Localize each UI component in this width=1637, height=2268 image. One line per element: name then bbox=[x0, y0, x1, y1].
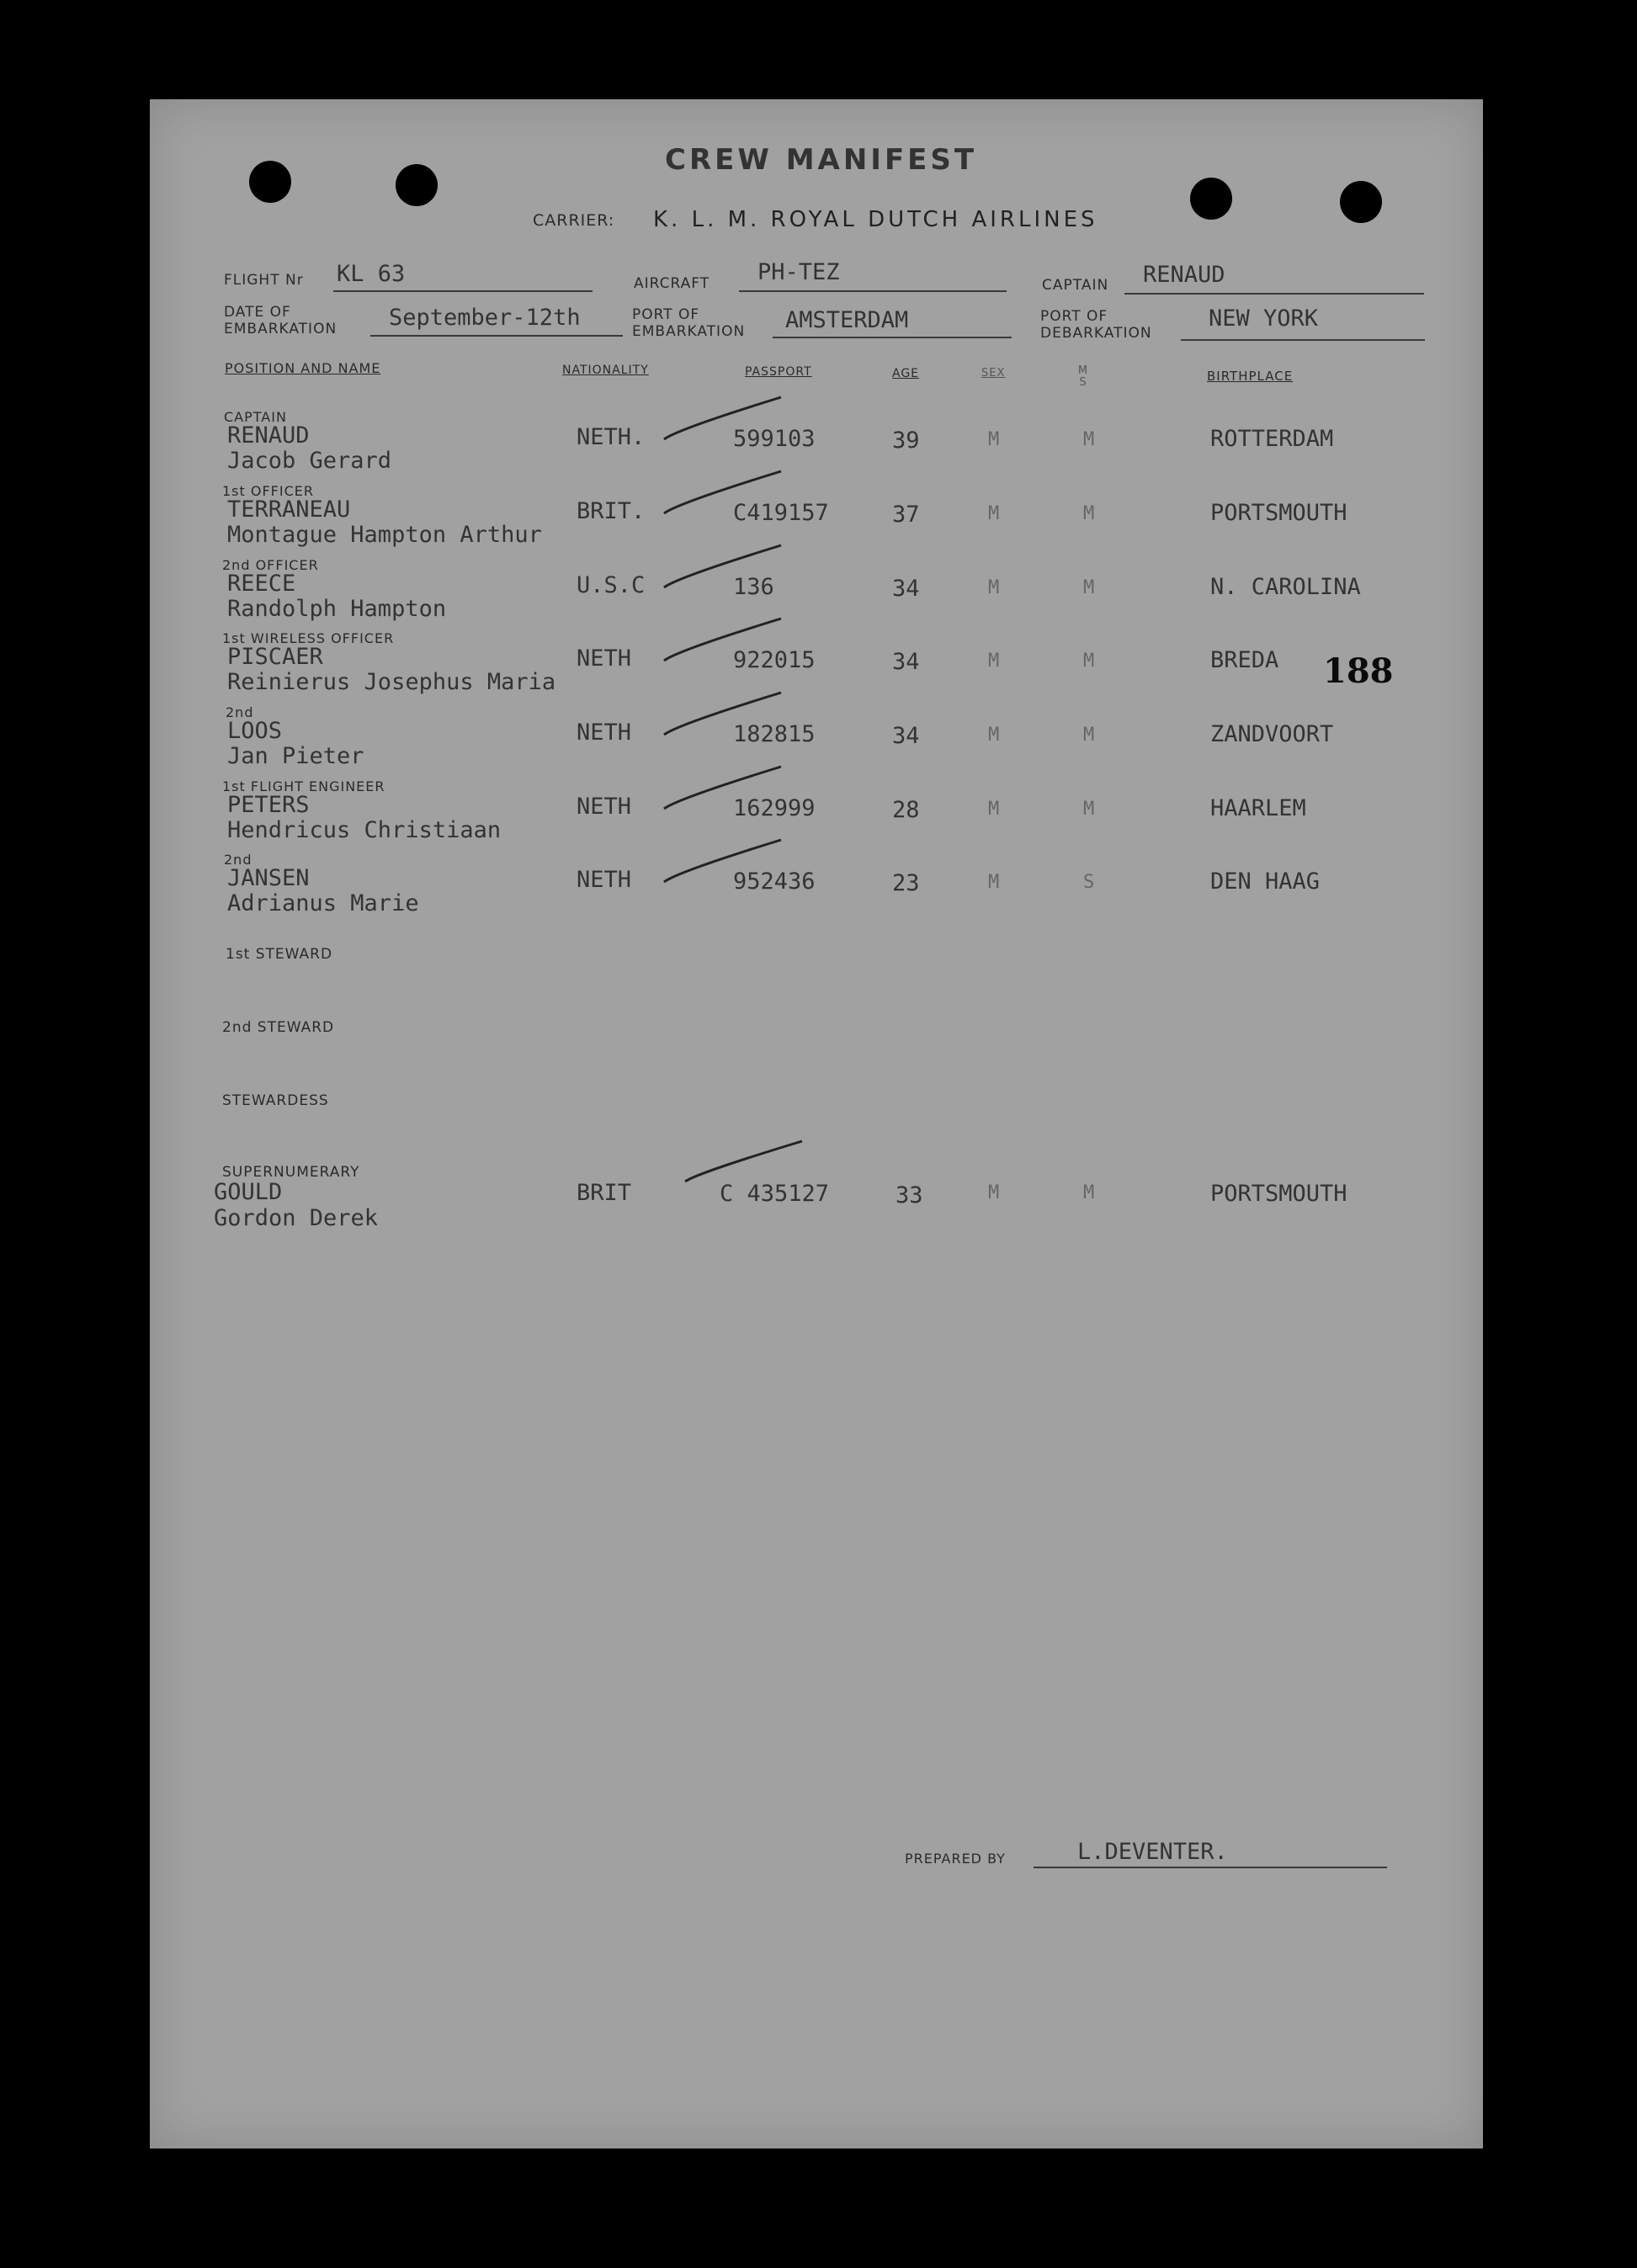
col-header-sex: SEX bbox=[981, 367, 1006, 380]
col-header-nationality: NATIONALITY bbox=[562, 364, 649, 377]
port-embarkation-label-2: EMBARKATION bbox=[632, 323, 746, 340]
crew-sex: M bbox=[988, 577, 1000, 598]
punch-hole bbox=[1190, 178, 1232, 220]
crew-surname: RENAUD bbox=[227, 422, 310, 449]
crew-sex: M bbox=[988, 651, 1000, 672]
position-label-2nd-steward: 2nd STEWARD bbox=[222, 1019, 335, 1036]
super-surname: GOULD bbox=[214, 1179, 283, 1205]
super-passport: C 435127 bbox=[720, 1181, 830, 1207]
crew-nationality: NETH bbox=[577, 720, 632, 746]
check-mark-icon bbox=[680, 1136, 806, 1187]
date-label-1: DATE OF bbox=[224, 304, 291, 321]
port-debarkation-label-2: DEBARKATION bbox=[1040, 325, 1152, 342]
crew-nationality: U.S.C bbox=[577, 572, 646, 598]
crew-given-name: Reinierus Josephus Maria bbox=[227, 669, 556, 695]
crew-marital-status: M bbox=[1083, 799, 1095, 820]
flight-label: FLIGHT Nr bbox=[224, 272, 304, 289]
crew-age: 37 bbox=[892, 502, 920, 528]
captain-rule bbox=[1124, 293, 1424, 295]
col-header-position: POSITION AND NAME bbox=[225, 360, 381, 376]
super-given: Gordon Derek bbox=[214, 1205, 379, 1231]
crew-marital-status: M bbox=[1083, 429, 1095, 450]
document-title: CREW MANIFEST bbox=[665, 143, 978, 177]
crew-birthplace: DEN HAAG bbox=[1210, 868, 1321, 895]
check-mark-icon bbox=[659, 466, 785, 517]
crew-birthplace: N. CAROLINA bbox=[1210, 574, 1361, 600]
super-ms: M bbox=[1083, 1182, 1095, 1203]
col-header-passport: PASSPORT bbox=[745, 365, 812, 379]
position-label: 1st OFFICER bbox=[222, 483, 314, 499]
crew-given-name: Jan Pieter bbox=[227, 743, 364, 769]
crew-surname: REECE bbox=[227, 571, 296, 597]
captain-value: RENAUD bbox=[1143, 262, 1225, 288]
crew-nationality: BRIT. bbox=[577, 498, 646, 524]
port-embarkation-value: AMSTERDAM bbox=[785, 307, 909, 333]
check-mark-icon bbox=[659, 688, 785, 738]
port-debarkation-label-1: PORT OF bbox=[1040, 308, 1108, 325]
position-label: CAPTAIN bbox=[224, 409, 287, 425]
crew-sex: M bbox=[988, 429, 1000, 450]
crew-surname: LOOS bbox=[227, 718, 283, 744]
date-label-2: EMBARKATION bbox=[224, 321, 337, 337]
check-mark-icon bbox=[659, 835, 785, 885]
crew-surname: JANSEN bbox=[227, 865, 310, 891]
check-mark-icon bbox=[659, 613, 785, 664]
crew-age: 34 bbox=[892, 723, 920, 749]
flight-rule bbox=[333, 290, 593, 292]
crew-given-name: Hendricus Christiaan bbox=[227, 817, 502, 843]
captain-label: CAPTAIN bbox=[1042, 277, 1109, 294]
crew-nationality: NETH. bbox=[577, 424, 646, 450]
crew-marital-status: M bbox=[1083, 725, 1095, 746]
crew-age: 23 bbox=[892, 870, 920, 896]
aircraft-rule bbox=[739, 290, 1007, 292]
punch-hole bbox=[249, 161, 291, 203]
super-nationality: BRIT bbox=[577, 1180, 632, 1206]
crew-given-name: Adrianus Marie bbox=[227, 890, 419, 916]
carrier-value: K. L. M. ROYAL DUTCH AIRLINES bbox=[653, 207, 1098, 232]
aircraft-value: PH-TEZ bbox=[757, 259, 840, 285]
crew-age: 28 bbox=[892, 797, 920, 823]
position-label-1st-steward: 1st STEWARD bbox=[226, 946, 333, 963]
date-rule bbox=[370, 335, 623, 337]
crew-birthplace: HAARLEM bbox=[1210, 795, 1306, 821]
page-number-stamp: 188 bbox=[1323, 651, 1394, 691]
crew-passport: 599103 bbox=[733, 426, 816, 452]
crew-marital-status: S bbox=[1083, 872, 1095, 893]
super-age: 33 bbox=[896, 1182, 923, 1208]
crew-nationality: NETH bbox=[577, 794, 632, 820]
check-mark-icon bbox=[659, 392, 785, 443]
port-embarkation-rule bbox=[773, 337, 1012, 338]
manifest-sheet bbox=[150, 99, 1483, 2148]
crew-surname: PISCAER bbox=[227, 644, 323, 670]
position-label: 2nd bbox=[224, 852, 252, 868]
prepared-by-value: L.DEVENTER. bbox=[1077, 1839, 1228, 1865]
check-mark-icon bbox=[659, 762, 785, 812]
crew-passport: 922015 bbox=[733, 647, 816, 673]
crew-birthplace: PORTSMOUTH bbox=[1210, 500, 1347, 526]
crew-marital-status: M bbox=[1083, 577, 1095, 598]
port-debarkation-value: NEW YORK bbox=[1209, 305, 1319, 332]
crew-age: 39 bbox=[892, 428, 920, 454]
crew-given-name: Jacob Gerard bbox=[227, 448, 392, 474]
crew-marital-status: M bbox=[1083, 651, 1095, 672]
crew-birthplace: ZANDVOORT bbox=[1210, 721, 1334, 747]
crew-nationality: NETH bbox=[577, 867, 632, 893]
super-birthplace: PORTSMOUTH bbox=[1210, 1181, 1347, 1207]
crew-birthplace: BREDA bbox=[1210, 647, 1279, 673]
check-mark-icon bbox=[659, 540, 785, 591]
crew-given-name: Montague Hampton Arthur bbox=[227, 522, 542, 548]
crew-sex: M bbox=[988, 725, 1000, 746]
crew-passport: 136 bbox=[733, 574, 774, 600]
punch-hole bbox=[1340, 181, 1382, 223]
crew-sex: M bbox=[988, 799, 1000, 820]
col-header-birthplace: BIRTHPLACE bbox=[1207, 369, 1294, 384]
position-label-stewardess: STEWARDESS bbox=[222, 1092, 329, 1109]
col-header-ms: M S bbox=[1077, 364, 1089, 389]
crew-birthplace: ROTTERDAM bbox=[1210, 426, 1334, 452]
port-debarkation-rule bbox=[1181, 339, 1425, 341]
crew-given-name: Randolph Hampton bbox=[227, 596, 447, 622]
prepared-by-rule bbox=[1034, 1867, 1387, 1868]
crew-age: 34 bbox=[892, 576, 920, 602]
prepared-by-label: PREPARED BY bbox=[905, 1851, 1006, 1867]
position-label-supernumerary: SUPERNUMERARY bbox=[222, 1164, 360, 1181]
crew-marital-status: M bbox=[1083, 503, 1095, 524]
carrier-label: CARRIER: bbox=[533, 211, 615, 230]
position-label: 1st WIRELESS OFFICER bbox=[222, 630, 395, 646]
position-label: 2nd OFFICER bbox=[222, 557, 319, 573]
crew-nationality: NETH bbox=[577, 645, 632, 672]
punch-hole bbox=[396, 164, 438, 206]
crew-surname: TERRANEAU bbox=[227, 497, 351, 523]
col-header-age: AGE bbox=[892, 367, 920, 380]
crew-sex: M bbox=[988, 872, 1000, 893]
crew-passport: 162999 bbox=[733, 795, 816, 821]
crew-age: 34 bbox=[892, 649, 920, 675]
crew-surname: PETERS bbox=[227, 792, 310, 818]
super-sex: M bbox=[988, 1182, 1000, 1203]
flight-value: KL 63 bbox=[337, 261, 406, 287]
crew-sex: M bbox=[988, 503, 1000, 524]
port-embarkation-label-1: PORT OF bbox=[632, 306, 700, 323]
date-value: September-12th bbox=[389, 305, 581, 331]
crew-passport: 952436 bbox=[733, 868, 816, 895]
position-label: 1st FLIGHT ENGINEER bbox=[222, 778, 385, 794]
position-label: 2nd bbox=[226, 704, 254, 720]
crew-passport: C419157 bbox=[733, 500, 829, 526]
crew-passport: 182815 bbox=[733, 721, 816, 747]
aircraft-label: AIRCRAFT bbox=[634, 275, 710, 292]
